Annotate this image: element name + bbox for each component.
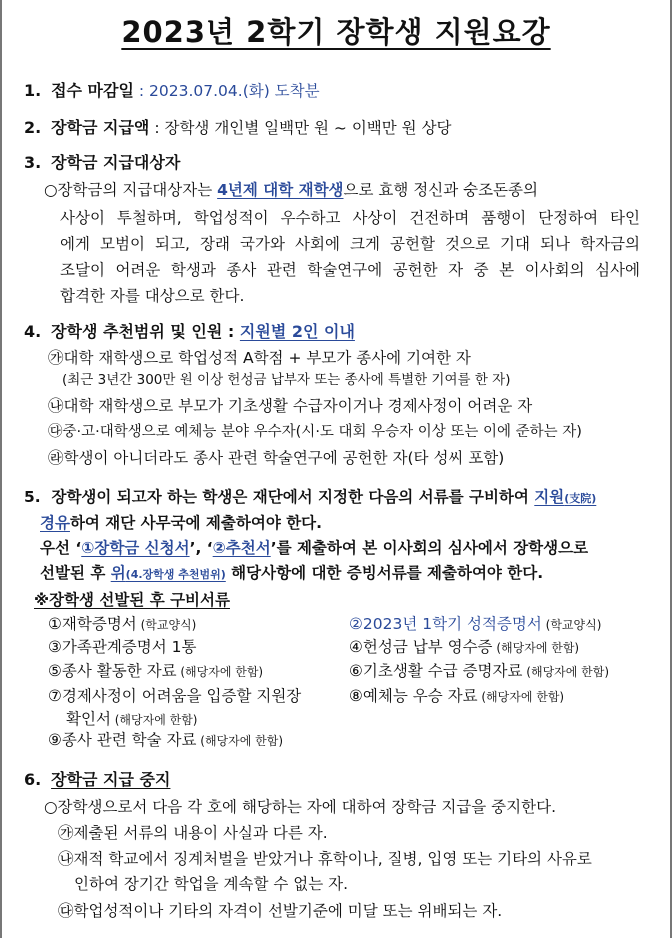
section-5-line-1: 5. 장학생이 되고자 하는 학생은 재단에서 지정한 다음의 서류를 구비하여 지원(支院) <box>24 488 597 506</box>
deadline-value: 2023.07.04.(화) 도착분 <box>149 82 320 100</box>
quota-value: 지원별 2인 이내 <box>239 322 355 341</box>
doc-item-continuation: 확인서 (해당자에 한함) <box>66 710 198 728</box>
above-ref: 위 <box>110 564 126 582</box>
doc-item: ①재학증명서 (학교양식) <box>48 615 197 633</box>
criteria-item-3: ㉰중·고·대학생으로 예체능 분야 우수자(시·도 대회 우승자 이상 또는 이에 준하는 자) <box>48 424 582 440</box>
via-branch: 경유 <box>40 514 70 532</box>
doc-item: ⑦경제사정이 어려움을 입증할 지원장 <box>48 687 302 705</box>
doc-item: ②2023년 1학기 성적증명서 (학교양식) <box>349 615 602 633</box>
section-5-line-4: 선발된 후 위(4.장학생 추천범위) 해당사항에 대한 증빙서류를 제출하여야 한다. <box>40 564 544 582</box>
section-3-heading: 3. 장학금 지급대상자 <box>24 153 181 172</box>
branch-link: 지원 <box>534 488 565 506</box>
criteria-item-4: ㉱학생이 아니더라도 종사 관련 학술연구에 공헌한 자(타 성씨 포함) <box>48 449 505 467</box>
eligible-highlight: 4년제 대학 재학생 <box>217 181 344 199</box>
doc-item: ④헌성금 납부 영수증 (해당자에 한함) <box>349 638 580 656</box>
suspension-intro: ○장학생으로서 다음 각 호에 해당하는 자에 대하여 장학금 지급을 중지한다. <box>44 798 556 816</box>
doc-item: ③가족관계증명서 1통 <box>48 638 197 656</box>
doc-item: ⑧예체능 우승 자료 (해당자에 한함) <box>349 687 565 705</box>
document-title: 2023년 2학기 장학생 지원요강 <box>121 15 551 49</box>
suspension-item-2: ㉯재적 학교에서 징계처벌을 받았거나 휴학이나, 질병, 입영 또는 기타의 사유로 <box>58 850 592 868</box>
section-3-line-5: 합격한 자를 대상으로 한다. <box>60 287 245 305</box>
criteria-item-1-note: (최근 3년간 300만 원 이상 헌성금 납부자 또는 종사에 특별한 기여를 한 자) <box>62 372 511 388</box>
criteria-item-2: ㉯대학 재학생으로 부모가 기초생활 수급자이거나 경제사정이 어려운 자 <box>48 397 533 415</box>
section-3-line-3: 에게 모범이 되고, 장래 국가와 사회에 크게 공헌할 것으로 기대 되나 학자금의 <box>60 235 640 253</box>
suspension-item-2-cont: 인하여 장기간 학업을 계속할 수 없는 자. <box>74 875 349 893</box>
section-1-label: 접수 마감일 <box>51 81 134 100</box>
amount-value: : 장학생 개인별 일백만 원 ~ 이백만 원 상당 <box>149 119 452 137</box>
section-5-line-2: 경유하여 재단 사무국에 제출하여야 한다. <box>40 514 323 532</box>
application-form: ①장학금 신청서 <box>81 539 190 557</box>
doc-item: ⑥기초생활 수급 증명자료 (해당자에 한함) <box>349 662 610 680</box>
suspension-item-3: ㉰학업성적이나 기타의 자격이 선발기준에 미달 또는 위배되는 자. <box>58 902 503 920</box>
section-3-line-1: ○장학금의 지급대상자는 4년제 대학 재학생으로 효행 정신과 숭조돈종의 <box>44 181 538 199</box>
section-2-amount: 2. 장학금 지급액 : 장학생 개인별 일백만 원 ~ 이백만 원 상당 <box>24 118 452 137</box>
docs-heading: ※장학생 선발된 후 구비서류 <box>34 591 230 609</box>
section-6-heading: 6. 장학금 지급 중지 <box>24 770 171 789</box>
section-1-deadline: 1. 접수 마감일 : 2023.07.04.(화) 도착분 <box>24 81 320 100</box>
criteria-item-1: ㉮대학 재학생으로 학업성적 A학점 + 부모가 종사에 기여한 자 <box>48 349 471 367</box>
section-3-line-4: 조달이 어려운 학생과 종사 관련 학술연구에 공헌한 자 중 본 이사회의 심사에 <box>60 261 640 279</box>
section-5-line-3: 우선 ‘①장학금 신청서’, ‘②추천서’를 제출하여 본 이사회의 심사에서 장학생으로 <box>40 539 589 557</box>
doc-item: ⑤종사 활동한 자료 (해당자에 한함) <box>48 662 264 680</box>
suspension-item-1: ㉮제출된 서류의 내용이 사실과 다른 자. <box>58 824 328 842</box>
section-3-line-2: 사상이 투철하며, 학업성적이 우수하고 사상이 건전하며 품행이 단정하여 타인 <box>60 209 640 227</box>
section-4-heading: 4. 장학생 추천범위 및 인원 : 지원별 2인 이내 <box>24 322 355 341</box>
recommendation-form: ②추천서 <box>212 539 271 557</box>
section-2-label: 장학금 지급액 <box>51 118 150 137</box>
doc-item: ⑨종사 관련 학술 자료 (해당자에 한함) <box>48 731 284 749</box>
